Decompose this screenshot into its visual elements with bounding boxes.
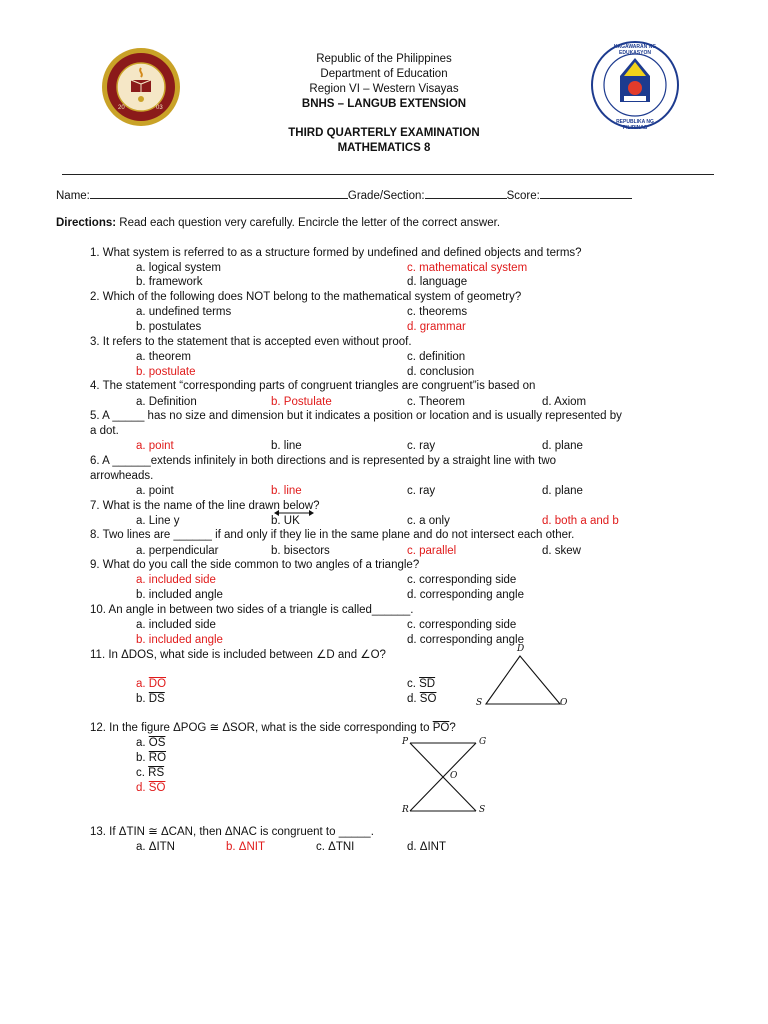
grade-label: Grade/Section: [347,190,425,202]
triangle-dos-diagram [472,644,572,712]
q12-option-c-segment: $\overline{RS}$ [148,767,165,779]
q11-option-c-segment: $\overline{SD}$ [419,678,436,690]
score-label: Score: [506,190,540,202]
directions [56,216,500,230]
q9-option-d[interactable]: d. corresponding angle [407,589,524,601]
q13-option-a[interactable]: a. ΔITN [136,841,175,853]
q12-option-d[interactable] [136,781,165,795]
q5-option-b[interactable]: b. line [271,440,302,452]
header-department: Department of Education [320,68,448,80]
q10-option-b[interactable]: b. included angle [136,634,223,646]
logo-year-right: 03 [156,105,163,111]
header-republic: Republic of the Philippines [316,53,452,65]
q3-option-d[interactable]: d. conclusion [407,366,475,378]
q12-option-d-segment: $\overline{SO}$ [148,782,166,794]
deped-seal-text-top: KAGAWARAN NG EDUKASYON [613,44,657,56]
q8-option-a[interactable]: a. perpendicular [136,545,219,557]
question-1: 1. What system is referred to as a structure formed by undefined and defined objects and terms? [90,247,582,259]
q12-option-c[interactable] [136,766,164,780]
q13-option-c[interactable]: c. ΔTNI [316,841,355,853]
q12-option-b-segment: $\overline{RO}$ [148,752,167,764]
q13-option-b[interactable]: b. ΔNIT [226,841,265,853]
triangle-vertex-o: O [560,698,568,708]
question-5-line-1: 5. A _____ has no size and dimension but it indicates a position or location and is usually represented by [90,410,622,422]
name-blank[interactable] [90,187,348,199]
question-11: 11. In ΔDOS, what side is included between ∠D and ∠O? [90,649,386,661]
question-3: 3. It refers to the statement that is accepted even without proof. [90,336,412,348]
score-blank[interactable] [540,187,632,199]
q11-option-c-letter: c. [407,678,420,690]
question-2: 2. Which of the following does NOT belong to the mathematical system of geometry? [90,291,522,303]
q2-option-b[interactable]: b. postulates [136,321,202,333]
q7-option-c[interactable]: c. a only [407,515,450,527]
q5-option-c[interactable]: c. ray [407,440,436,452]
q10-option-d[interactable]: d. corresponding angle [407,634,524,646]
name-label: Name: [56,190,90,202]
q11-option-d-letter: d. [407,693,420,705]
question-5-line-2: a dot. [90,425,119,437]
q12-option-c-letter: c. [136,767,149,779]
bowtie-vertex-s: S [479,805,486,815]
q12-option-b-letter: b. [136,752,149,764]
exam-subject: MATHEMATICS 8 [337,142,431,154]
q11-option-d-segment: $\overline{SO}$ [419,693,437,705]
q10-option-a[interactable]: a. included side [136,619,216,631]
q2-option-d[interactable]: d. grammar [407,321,466,333]
q11-option-b[interactable] [136,692,165,706]
bowtie-vertex-r: R [402,805,409,815]
q9-option-b[interactable]: b. included angle [136,589,223,601]
bowtie-pog-sor-diagram [398,734,498,820]
question-12-text: 12. In the figure ΔPOG ≅ ΔSOR, what is the side corresponding to [90,722,433,734]
q7-option-b[interactable]: b. UK [271,515,300,527]
q3-option-a[interactable]: a. theorem [136,351,191,363]
q8-option-d[interactable]: d. skew [542,545,581,557]
q11-option-d[interactable] [407,692,436,706]
q12-option-b[interactable] [136,751,166,765]
q6-option-b[interactable]: b. line [271,485,302,497]
q8-option-c[interactable]: c. parallel [407,545,457,557]
question-10: 10. An angle in between two sides of a triangle is called______. [90,604,414,616]
question-4: 4. The statement “corresponding parts of congruent triangles are congruent”is based on [90,380,536,392]
q4-option-c[interactable]: c. Theorem [407,396,465,408]
q6-option-d[interactable]: d. plane [542,485,583,497]
question-6-line-2: arrowheads. [90,470,154,482]
q5-option-d[interactable]: d. plane [542,440,583,452]
q7-option-a[interactable]: a. Line y [136,515,180,527]
triangle-vertex-s: S [476,698,483,708]
q11-option-c[interactable] [407,677,435,691]
question-9: 9. What do you call the side common to two angles of a triangle? [90,559,420,571]
header-region: Region VI – Western Visayas [309,83,459,95]
q11-option-a-letter: a. [136,678,149,690]
q12-option-a-segment: $\overline{OS}$ [148,737,166,749]
triangle-vertex-d: D [517,644,525,654]
q4-option-d[interactable]: d. Axiom [542,396,587,408]
q4-option-a[interactable]: a. Definition [136,396,197,408]
q4-option-b[interactable]: b. Postulate [271,396,332,408]
question-13: 13. If ΔTIN ≅ ΔCAN, then ΔNAC is congruent to _____. [90,826,374,838]
directions-text: Read each question very carefully. Encircle the letter of the correct answer. [116,217,501,229]
question-7: 7. What is the name of the line drawn below? [90,500,320,512]
question-12 [90,721,456,735]
deped-seal-text-bottom: REPUBLIKA NG PILIPINAS [616,119,654,131]
q9-option-a[interactable]: a. included side [136,574,216,586]
question-12-segment: $\overline{PO}$ [432,722,450,734]
q3-option-b[interactable]: b. postulate [136,366,196,378]
header-school: BNHS – LANGUB EXTENSION [301,98,467,110]
q11-option-a-segment: $\overline{DO}$ [148,678,167,690]
q1-option-d[interactable]: d. language [407,276,468,288]
grade-blank[interactable] [425,187,507,199]
bowtie-vertex-o: O [450,771,458,781]
q9-option-c[interactable]: c. corresponding side [407,574,517,586]
q12-option-d-letter: d. [136,782,149,794]
q12-option-a[interactable] [136,736,165,750]
q1-option-c[interactable]: c. mathematical system [407,262,528,274]
question-12-end: ? [449,722,456,734]
question-6-line-1: 6. A ______extends infinitely in both directions and is represented by a straight line with two [90,455,557,467]
q5-option-a[interactable]: a. point [136,440,174,452]
header-divider [62,174,714,175]
question-8: 8. Two lines are ______ if and only if they lie in the same plane and do not intersect each other. [90,529,575,541]
directions-label: Directions: [56,217,117,229]
q11-option-b-segment: $\overline{DS}$ [148,693,165,705]
q1-option-b[interactable]: b. framework [136,276,203,288]
exam-title: THIRD QUARTERLY EXAMINATION [288,127,480,139]
bowtie-vertex-g: G [479,737,487,747]
q1-option-a[interactable]: a. logical system [136,262,222,274]
triangle-dos-figure [472,644,572,712]
q10-option-c[interactable]: c. corresponding side [407,619,517,631]
q13-option-d[interactable]: d. ΔINT [407,841,446,853]
q3-option-c[interactable]: c. definition [407,351,466,363]
logo-year-left: 20 [118,105,125,111]
q8-option-b[interactable]: b. bisectors [271,545,330,557]
name-row [56,187,632,203]
q7-option-d[interactable]: d. both a and b [542,515,619,527]
q12-option-a-letter: a. [136,737,149,749]
q11-option-b-letter: b. [136,693,149,705]
q6-option-a[interactable]: a. point [136,485,174,497]
q11-option-a[interactable] [136,677,166,691]
bowtie-vertex-p: P [402,737,409,747]
q2-option-a[interactable]: a. undefined terms [136,306,232,318]
q6-option-c[interactable]: c. ray [407,485,436,497]
q2-option-c[interactable]: c. theorems [407,306,468,318]
